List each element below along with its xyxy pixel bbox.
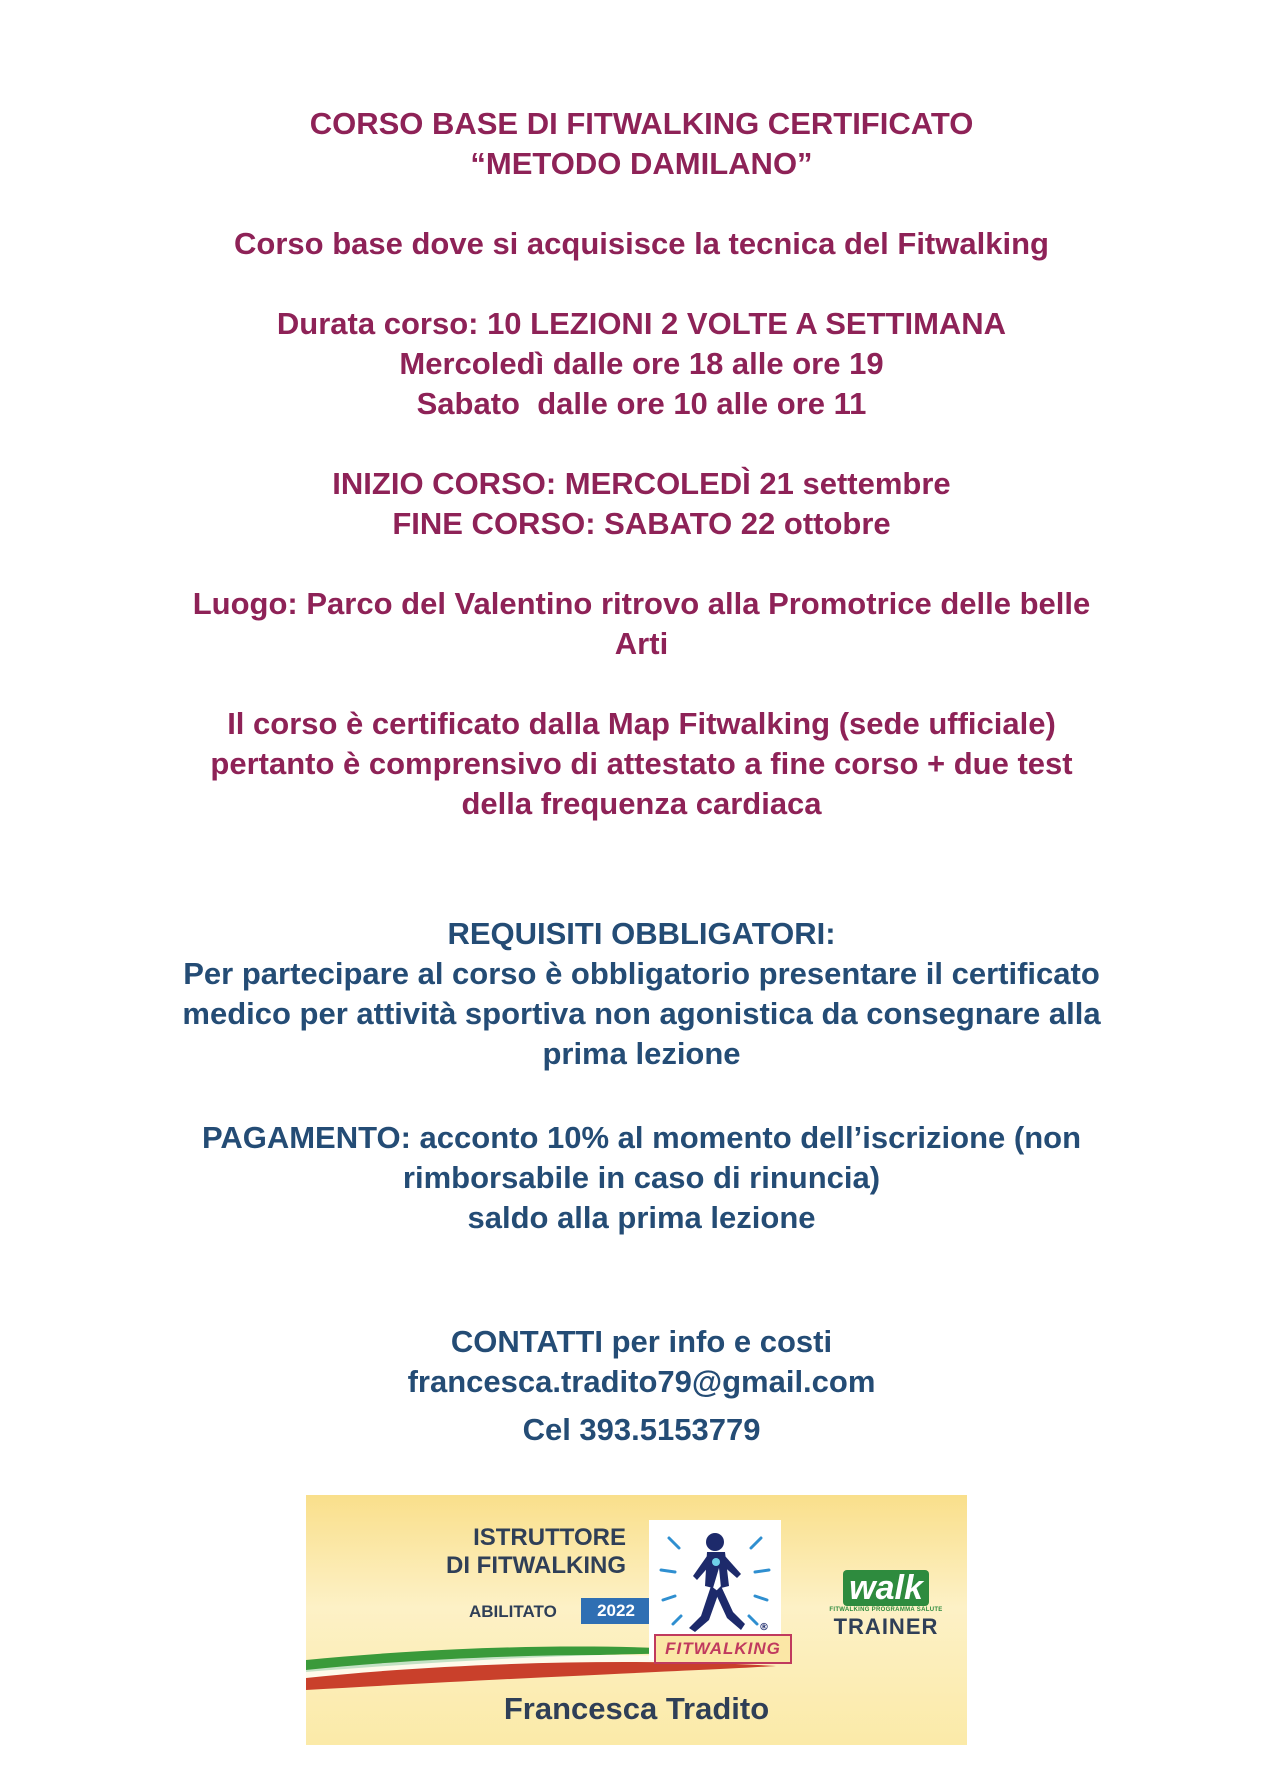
certification-line-2: pertanto è comprensivo di attestato a fine corso + due test <box>210 746 1073 781</box>
instructor-name: Francesca Tradito <box>503 1691 770 1726</box>
trainer-label: TRAINER <box>833 1614 939 1639</box>
schedule-wednesday: Mercoledì dalle ore 18 alle ore 19 <box>399 346 884 381</box>
spacer <box>0 264 1283 304</box>
badge-year: 2022 <box>581 1598 651 1624</box>
schedule-saturday: Sabato dalle ore 10 alle ore 11 <box>416 386 867 421</box>
requirements-line-1: Per partecipare al corso è obbligatorio presentare il certificato <box>183 956 1100 991</box>
contact-phone[interactable]: Cel 393.5153779 <box>522 1412 761 1447</box>
payment-line-3: saldo alla prima lezione <box>467 1200 816 1235</box>
certification-line-1: Il corso è certificato dalla Map Fitwalking (sede ufficiale) <box>227 706 1056 741</box>
course-title: CORSO BASE DI FITWALKING CERTIFICATO <box>309 106 974 141</box>
svg-text:®: ® <box>759 1622 769 1633</box>
spacer <box>0 424 1283 464</box>
spacer <box>0 664 1283 704</box>
contacts-heading: CONTATTI per info e costi <box>450 1324 833 1359</box>
badge-abilitato: ABILITATO <box>469 1602 557 1621</box>
walk-logo-subtitle: FITWALKING PROGRAMMA SALUTE <box>829 1607 943 1613</box>
course-duration: Durata corso: 10 LEZIONI 2 VOLTE A SETTIMANA <box>276 306 1007 341</box>
spacer <box>0 544 1283 584</box>
fitwalking-logo: FITWALKING <box>654 1634 792 1664</box>
course-end: FINE CORSO: SABATO 22 ottobre <box>392 506 891 541</box>
contacts-block <box>0 1322 1283 1450</box>
requirements-line-3: prima lezione <box>542 1036 741 1071</box>
course-description: Corso base dove si acquisisce la tecnica del Fitwalking <box>234 226 1049 261</box>
payment-line-1: PAGAMENTO: acconto 10% al momento dell’iscrizione (non <box>201 1120 1082 1155</box>
location-line-1: Luogo: Parco del Valentino ritrovo alla Promotrice delle belle <box>192 586 1091 621</box>
requirements-block <box>0 914 1283 1074</box>
requirements-heading: REQUISITI OBBLIGATORI: <box>447 916 836 951</box>
instructor-badge <box>306 1495 967 1745</box>
walk-logo-text: walk <box>843 1570 929 1606</box>
certification-line-3: della frequenza cardiaca <box>461 786 822 821</box>
course-method: “METODO DAMILANO” <box>470 146 813 181</box>
badge-title-1: ISTRUTTORE <box>473 1524 626 1551</box>
spacer <box>0 184 1283 224</box>
walk-trainer-logo <box>826 1570 946 1639</box>
payment-line-2: rimborsabile in caso di rinuncia) <box>402 1160 881 1195</box>
payment-block <box>0 1118 1283 1238</box>
contact-email[interactable]: francesca.tradito79@gmail.com <box>407 1364 876 1399</box>
course-start: INIZIO CORSO: MERCOLEDÌ 21 settembre <box>332 466 951 501</box>
location-line-2: Arti <box>614 626 669 661</box>
badge-title-2: DI FITWALKING <box>446 1552 626 1579</box>
course-info-block <box>0 104 1283 824</box>
requirements-line-2: medico per attività sportiva non agonistica da consegnare alla <box>182 996 1101 1031</box>
